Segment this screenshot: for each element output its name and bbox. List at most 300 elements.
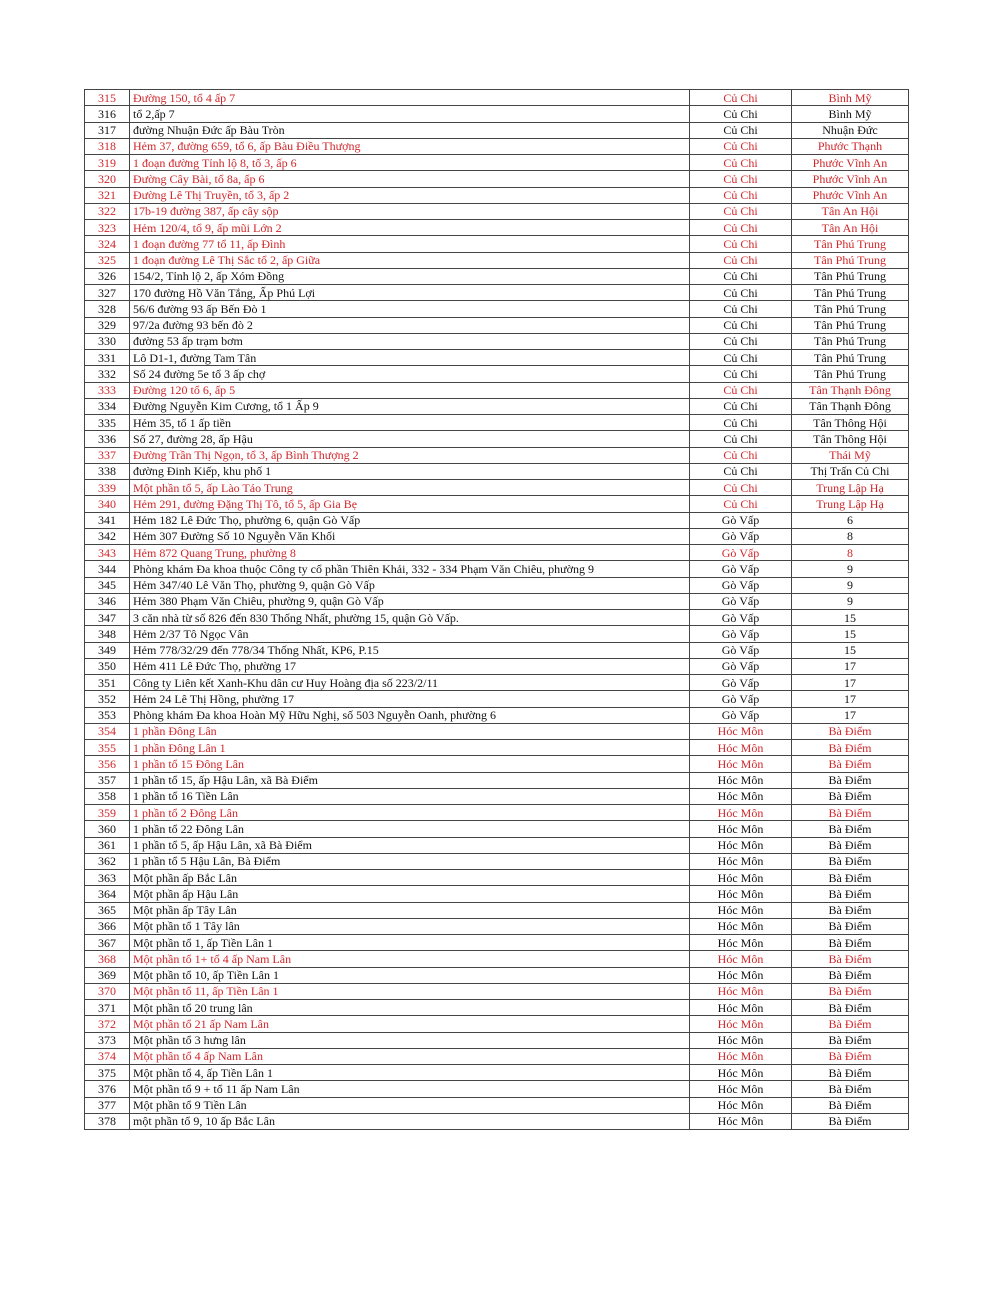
district-cell: Củ Chi xyxy=(690,496,792,512)
table-body xyxy=(85,90,909,1130)
district-cell: Củ Chi xyxy=(690,138,792,154)
district-cell: Gò Vấp xyxy=(690,691,792,707)
district-cell: Gò Vấp xyxy=(690,675,792,691)
district-cell: Hóc Môn xyxy=(690,772,792,788)
table-row xyxy=(85,1065,909,1081)
ward-cell: Bà Điểm xyxy=(792,886,909,902)
table-row xyxy=(85,1097,909,1113)
row-number-cell: 365 xyxy=(85,902,130,918)
row-number-cell: 358 xyxy=(85,788,130,804)
table-row xyxy=(85,983,909,999)
district-cell: Hóc Môn xyxy=(690,1000,792,1016)
table-row xyxy=(85,610,909,626)
address-cell: Một phần tổ 1, ấp Tiền Lân 1 xyxy=(130,935,690,951)
address-cell: Một phần tổ 4 ấp Nam Lân xyxy=(130,1048,690,1064)
row-number-cell: 316 xyxy=(85,106,130,122)
row-number-cell: 315 xyxy=(85,90,130,106)
ward-cell: Bà Điểm xyxy=(792,772,909,788)
ward-cell: Bình Mỹ xyxy=(792,90,909,106)
ward-cell: Bà Điểm xyxy=(792,1032,909,1048)
table-row xyxy=(85,788,909,804)
district-cell: Củ Chi xyxy=(690,415,792,431)
ward-cell: 8 xyxy=(792,545,909,561)
district-cell: Hóc Môn xyxy=(690,1065,792,1081)
address-cell: Hẻm 291, đường Đặng Thị Tô, tổ 5, ấp Gia Bẹ xyxy=(130,496,690,512)
ward-cell: Bà Điểm xyxy=(792,1113,909,1129)
address-cell: Đường Lê Thị Truyền, tổ 3, ấp 2 xyxy=(130,187,690,203)
row-number-cell: 370 xyxy=(85,983,130,999)
table-row xyxy=(85,951,909,967)
row-number-cell: 367 xyxy=(85,935,130,951)
district-cell: Hóc Môn xyxy=(690,788,792,804)
row-number-cell: 340 xyxy=(85,496,130,512)
address-cell: Hẻm 778/32/29 đến 778/34 Thống Nhất, KP6, P.15 xyxy=(130,642,690,658)
table-row xyxy=(85,1113,909,1129)
address-cell: 56/6 đường 93 ấp Bến Đò 1 xyxy=(130,301,690,317)
ward-cell: Bà Điểm xyxy=(792,951,909,967)
ward-cell: Bà Điểm xyxy=(792,1048,909,1064)
district-cell: Gò Vấp xyxy=(690,545,792,561)
address-cell: 154/2, Tỉnh lộ 2, ấp Xóm Đồng xyxy=(130,268,690,284)
district-cell: Hóc Môn xyxy=(690,1081,792,1097)
district-cell: Hóc Môn xyxy=(690,837,792,853)
district-cell: Củ Chi xyxy=(690,268,792,284)
table-row xyxy=(85,350,909,366)
ward-cell: Bà Điểm xyxy=(792,821,909,837)
district-cell: Củ Chi xyxy=(690,122,792,138)
row-number-cell: 352 xyxy=(85,691,130,707)
address-cell: đường 53 ấp trạm bơm xyxy=(130,333,690,349)
district-cell: Củ Chi xyxy=(690,301,792,317)
district-cell: Gò Vấp xyxy=(690,642,792,658)
address-cell: 1 phần tổ 15, ấp Hậu Lân, xã Bà Điểm xyxy=(130,772,690,788)
address-cell: Hẻm 307 Đường Số 10 Nguyễn Văn Khối xyxy=(130,528,690,544)
address-cell: Một phần tổ 1+ tổ 4 ấp Nam Lân xyxy=(130,951,690,967)
address-cell: đường Nhuận Đức ấp Bàu Tròn xyxy=(130,122,690,138)
district-cell: Củ Chi xyxy=(690,398,792,414)
address-cell: Một phần tổ 5, ấp Lào Táo Trung xyxy=(130,480,690,496)
district-cell: Hóc Môn xyxy=(690,983,792,999)
district-cell: Hóc Môn xyxy=(690,1113,792,1129)
address-cell: Hẻm 2/37 Tô Ngọc Vân xyxy=(130,626,690,642)
district-cell: Hóc Môn xyxy=(690,870,792,886)
district-cell: Củ Chi xyxy=(690,333,792,349)
address-cell: tổ 2,ấp 7 xyxy=(130,106,690,122)
ward-cell: Bà Điểm xyxy=(792,1081,909,1097)
table-row xyxy=(85,252,909,268)
row-number-cell: 330 xyxy=(85,333,130,349)
district-cell: Hóc Môn xyxy=(690,1016,792,1032)
ward-cell: Tân Phú Trung xyxy=(792,333,909,349)
table-row xyxy=(85,382,909,398)
ward-cell: 17 xyxy=(792,675,909,691)
row-number-cell: 322 xyxy=(85,203,130,219)
row-number-cell: 345 xyxy=(85,577,130,593)
ward-cell: Bà Điểm xyxy=(792,1016,909,1032)
district-cell: Củ Chi xyxy=(690,382,792,398)
table-row xyxy=(85,707,909,723)
table-row xyxy=(85,902,909,918)
address-cell: 1 phần tổ 2 Đông Lân xyxy=(130,805,690,821)
district-cell: Gò Vấp xyxy=(690,707,792,723)
address-cell: Đường Nguyễn Kim Cương, tổ 1 Ấp 9 xyxy=(130,398,690,414)
row-number-cell: 375 xyxy=(85,1065,130,1081)
table-row xyxy=(85,740,909,756)
row-number-cell: 343 xyxy=(85,545,130,561)
row-number-cell: 317 xyxy=(85,122,130,138)
table-row xyxy=(85,1016,909,1032)
ward-cell: Tân Phú Trung xyxy=(792,350,909,366)
address-cell: 1 phần tổ 15 Đông Lân xyxy=(130,756,690,772)
ward-cell: Bà Điểm xyxy=(792,967,909,983)
row-number-cell: 335 xyxy=(85,415,130,431)
address-cell: Lô D1-1, đường Tam Tân xyxy=(130,350,690,366)
ward-cell: Tân Phú Trung xyxy=(792,366,909,382)
table-row xyxy=(85,203,909,219)
district-cell: Hóc Môn xyxy=(690,805,792,821)
ward-cell: Bà Điểm xyxy=(792,918,909,934)
district-cell: Hóc Môn xyxy=(690,1032,792,1048)
district-cell: Củ Chi xyxy=(690,252,792,268)
address-cell: 1 phần tổ 22 Đông Lân xyxy=(130,821,690,837)
table-row xyxy=(85,870,909,886)
row-number-cell: 364 xyxy=(85,886,130,902)
table-row xyxy=(85,171,909,187)
district-cell: Gò Vấp xyxy=(690,610,792,626)
ward-cell: Bà Điểm xyxy=(792,756,909,772)
row-number-cell: 366 xyxy=(85,918,130,934)
row-number-cell: 357 xyxy=(85,772,130,788)
ward-cell: 17 xyxy=(792,658,909,674)
ward-cell: Phước Vĩnh An xyxy=(792,171,909,187)
district-cell: Gò Vấp xyxy=(690,593,792,609)
ward-cell: Bà Điểm xyxy=(792,870,909,886)
district-cell: Hóc Môn xyxy=(690,756,792,772)
table-row xyxy=(85,675,909,691)
row-number-cell: 359 xyxy=(85,805,130,821)
row-number-cell: 349 xyxy=(85,642,130,658)
district-cell: Gò Vấp xyxy=(690,561,792,577)
table-row xyxy=(85,561,909,577)
row-number-cell: 336 xyxy=(85,431,130,447)
row-number-cell: 328 xyxy=(85,301,130,317)
table-row xyxy=(85,512,909,528)
address-cell: Công ty Liên kết Xanh-Khu dân cư Huy Hoàng địa số 223/2/11 xyxy=(130,675,690,691)
ward-cell: Bà Điểm xyxy=(792,1065,909,1081)
district-cell: Hóc Môn xyxy=(690,935,792,951)
table-row xyxy=(85,333,909,349)
row-number-cell: 351 xyxy=(85,675,130,691)
ward-cell: Phước Thạnh xyxy=(792,138,909,154)
row-number-cell: 369 xyxy=(85,967,130,983)
table-row xyxy=(85,398,909,414)
row-number-cell: 319 xyxy=(85,155,130,171)
district-cell: Gò Vấp xyxy=(690,626,792,642)
row-number-cell: 323 xyxy=(85,220,130,236)
district-cell: Củ Chi xyxy=(690,187,792,203)
ward-cell: 15 xyxy=(792,626,909,642)
address-cell: 170 đường Hồ Văn Tắng, Ấp Phú Lợi xyxy=(130,285,690,301)
ward-cell: Trung Lập Hạ xyxy=(792,496,909,512)
district-cell: Hóc Môn xyxy=(690,886,792,902)
table-row xyxy=(85,593,909,609)
row-number-cell: 327 xyxy=(85,285,130,301)
address-cell: Phòng khám Đa khoa thuộc Công ty cổ phần Thiên Khải, 332 - 334 Phạm Văn Chiêu, phường 9 xyxy=(130,561,690,577)
table-row xyxy=(85,236,909,252)
district-cell: Củ Chi xyxy=(690,236,792,252)
row-number-cell: 342 xyxy=(85,528,130,544)
row-number-cell: 374 xyxy=(85,1048,130,1064)
address-cell: Một phần tổ 9 + tổ 11 ấp Nam Lân xyxy=(130,1081,690,1097)
table-row xyxy=(85,805,909,821)
address-cell: đường Đinh Kiếp, khu phố 1 xyxy=(130,463,690,479)
lockdown-area-table xyxy=(84,89,909,1130)
row-number-cell: 350 xyxy=(85,658,130,674)
row-number-cell: 353 xyxy=(85,707,130,723)
district-cell: Củ Chi xyxy=(690,317,792,333)
table-row xyxy=(85,431,909,447)
ward-cell: 6 xyxy=(792,512,909,528)
ward-cell: Bà Điểm xyxy=(792,935,909,951)
row-number-cell: 361 xyxy=(85,837,130,853)
table-row xyxy=(85,918,909,934)
address-cell: Một phần tổ 4, ấp Tiền Lân 1 xyxy=(130,1065,690,1081)
ward-cell: Tân Thông Hội xyxy=(792,431,909,447)
table-row xyxy=(85,528,909,544)
ward-cell: 9 xyxy=(792,561,909,577)
ward-cell: Bà Điểm xyxy=(792,902,909,918)
address-cell: 1 đoạn đường Lê Thị Sắc tổ 2, ấp Giữa xyxy=(130,252,690,268)
address-cell: Một phần ấp Hậu Lân xyxy=(130,886,690,902)
district-cell: Hóc Môn xyxy=(690,1097,792,1113)
district-cell: Củ Chi xyxy=(690,220,792,236)
ward-cell: Bà Điểm xyxy=(792,853,909,869)
address-cell: Đường Cây Bài, tổ 8a, ấp 6 xyxy=(130,171,690,187)
district-cell: Hóc Môn xyxy=(690,821,792,837)
table-row xyxy=(85,317,909,333)
address-cell: Một phần ấp Bắc Lân xyxy=(130,870,690,886)
table-row xyxy=(85,821,909,837)
address-cell: 1 phần tổ 5, ấp Hậu Lân, xã Bà Điểm xyxy=(130,837,690,853)
address-cell: Đường Trần Thị Ngọn, tổ 3, ấp Bình Thượng 2 xyxy=(130,447,690,463)
address-cell: Số 27, đường 28, ấp Hậu xyxy=(130,431,690,447)
ward-cell: Tân An Hội xyxy=(792,220,909,236)
row-number-cell: 338 xyxy=(85,463,130,479)
district-cell: Hóc Môn xyxy=(690,723,792,739)
ward-cell: Tân Phú Trung xyxy=(792,236,909,252)
district-cell: Củ Chi xyxy=(690,350,792,366)
district-cell: Củ Chi xyxy=(690,463,792,479)
address-cell: Hẻm 411 Lê Đức Thọ, phường 17 xyxy=(130,658,690,674)
table-row xyxy=(85,545,909,561)
ward-cell: 9 xyxy=(792,593,909,609)
row-number-cell: 372 xyxy=(85,1016,130,1032)
ward-cell: Bà Điểm xyxy=(792,788,909,804)
row-number-cell: 356 xyxy=(85,756,130,772)
row-number-cell: 337 xyxy=(85,447,130,463)
ward-cell: Bình Mỹ xyxy=(792,106,909,122)
row-number-cell: 363 xyxy=(85,870,130,886)
table-row xyxy=(85,1000,909,1016)
district-cell: Hóc Môn xyxy=(690,951,792,967)
address-cell: Một phần tổ 10, ấp Tiền Lân 1 xyxy=(130,967,690,983)
district-cell: Gò Vấp xyxy=(690,512,792,528)
address-cell: Phòng khám Đa khoa Hoàn Mỹ Hữu Nghị, số 503 Nguyễn Oanh, phường 6 xyxy=(130,707,690,723)
row-number-cell: 333 xyxy=(85,382,130,398)
row-number-cell: 371 xyxy=(85,1000,130,1016)
row-number-cell: 332 xyxy=(85,366,130,382)
table-row xyxy=(85,268,909,284)
address-cell: Hẻm 380 Phạm Văn Chiêu, phường 9, quận Gò Vấp xyxy=(130,593,690,609)
table-row xyxy=(85,480,909,496)
table-row xyxy=(85,756,909,772)
row-number-cell: 368 xyxy=(85,951,130,967)
ward-cell: 15 xyxy=(792,642,909,658)
ward-cell: Bà Điểm xyxy=(792,723,909,739)
district-cell: Hóc Môn xyxy=(690,918,792,934)
ward-cell: Bà Điểm xyxy=(792,983,909,999)
row-number-cell: 355 xyxy=(85,740,130,756)
ward-cell: 8 xyxy=(792,528,909,544)
address-cell: Hẻm 24 Lê Thị Hồng, phường 17 xyxy=(130,691,690,707)
table-row xyxy=(85,415,909,431)
address-cell: Hẻm 120/4, tổ 9, ấp mũi Lớn 2 xyxy=(130,220,690,236)
address-cell: Một phần tổ 1 Tây lân xyxy=(130,918,690,934)
table-row xyxy=(85,366,909,382)
row-number-cell: 334 xyxy=(85,398,130,414)
ward-cell: Tân Phú Trung xyxy=(792,301,909,317)
table-row xyxy=(85,658,909,674)
district-cell: Củ Chi xyxy=(690,155,792,171)
table-row xyxy=(85,577,909,593)
district-cell: Gò Vấp xyxy=(690,577,792,593)
table-row xyxy=(85,642,909,658)
row-number-cell: 320 xyxy=(85,171,130,187)
address-cell: 1 phần tổ 5 Hậu Lân, Bà Điểm xyxy=(130,853,690,869)
row-number-cell: 318 xyxy=(85,138,130,154)
address-cell: một phần tổ 9, 10 ấp Bắc Lân xyxy=(130,1113,690,1129)
ward-cell: Tân Thạnh Đông xyxy=(792,398,909,414)
ward-cell: Tân Phú Trung xyxy=(792,268,909,284)
address-cell: 1 phần tổ 16 Tiền Lân xyxy=(130,788,690,804)
address-cell: Một phần tổ 3 hưng lân xyxy=(130,1032,690,1048)
ward-cell: 17 xyxy=(792,691,909,707)
table-row xyxy=(85,967,909,983)
address-cell: Một phần tổ 21 ấp Nam Lân xyxy=(130,1016,690,1032)
table-row xyxy=(85,90,909,106)
table-row xyxy=(85,285,909,301)
address-cell: Một phần tổ 9 Tiền Lân xyxy=(130,1097,690,1113)
row-number-cell: 329 xyxy=(85,317,130,333)
ward-cell: Bà Điểm xyxy=(792,740,909,756)
table-row xyxy=(85,1032,909,1048)
district-cell: Củ Chi xyxy=(690,203,792,219)
address-cell: 97/2a đường 93 bến đò 2 xyxy=(130,317,690,333)
ward-cell: Thị Trấn Củ Chi xyxy=(792,463,909,479)
address-cell: Hẻm 872 Quang Trung, phường 8 xyxy=(130,545,690,561)
address-cell: Đường 120 tổ 6, ấp 5 xyxy=(130,382,690,398)
address-cell: 1 đoạn đường Tỉnh lộ 8, tổ 3, ấp 6 xyxy=(130,155,690,171)
district-cell: Củ Chi xyxy=(690,171,792,187)
ward-cell: 15 xyxy=(792,610,909,626)
ward-cell: 9 xyxy=(792,577,909,593)
ward-cell: Bà Điểm xyxy=(792,805,909,821)
ward-cell: Bà Điểm xyxy=(792,1097,909,1113)
row-number-cell: 373 xyxy=(85,1032,130,1048)
district-cell: Củ Chi xyxy=(690,285,792,301)
district-cell: Hóc Môn xyxy=(690,853,792,869)
district-cell: Củ Chi xyxy=(690,447,792,463)
table-row xyxy=(85,463,909,479)
row-number-cell: 377 xyxy=(85,1097,130,1113)
table-row xyxy=(85,886,909,902)
ward-cell: Phước Vĩnh An xyxy=(792,187,909,203)
district-cell: Hóc Môn xyxy=(690,740,792,756)
ward-cell: Phước Vĩnh An xyxy=(792,155,909,171)
ward-cell: 17 xyxy=(792,707,909,723)
row-number-cell: 341 xyxy=(85,512,130,528)
district-cell: Hóc Môn xyxy=(690,902,792,918)
ward-cell: Trung Lập Hạ xyxy=(792,480,909,496)
address-cell: Hẻm 347/40 Lê Văn Thọ, phường 9, quận Gò Vấp xyxy=(130,577,690,593)
row-number-cell: 347 xyxy=(85,610,130,626)
row-number-cell: 360 xyxy=(85,821,130,837)
row-number-cell: 339 xyxy=(85,480,130,496)
district-cell: Hóc Môn xyxy=(690,1048,792,1064)
row-number-cell: 325 xyxy=(85,252,130,268)
district-cell: Hóc Môn xyxy=(690,967,792,983)
address-cell: 3 căn nhà từ số 826 đến 830 Thống Nhất, phường 15, quận Gò Vấp. xyxy=(130,610,690,626)
row-number-cell: 344 xyxy=(85,561,130,577)
address-cell: Một phần tổ 11, ấp Tiền Lân 1 xyxy=(130,983,690,999)
address-cell: Hẻm 37, đường 659, tổ 6, ấp Bàu Điều Thượng xyxy=(130,138,690,154)
ward-cell: Thái Mỹ xyxy=(792,447,909,463)
ward-cell: Bà Điểm xyxy=(792,837,909,853)
ward-cell: Tân Thông Hội xyxy=(792,415,909,431)
address-cell: Hẻm 35, tổ 1 ấp tiền xyxy=(130,415,690,431)
district-cell: Củ Chi xyxy=(690,90,792,106)
address-cell: Đường 150, tổ 4 ấp 7 xyxy=(130,90,690,106)
address-cell: 1 đoạn đường 77 tổ 11, ấp Đình xyxy=(130,236,690,252)
row-number-cell: 362 xyxy=(85,853,130,869)
address-cell: 17b-19 đường 387, ấp cây sộp xyxy=(130,203,690,219)
ward-cell: Tân Phú Trung xyxy=(792,252,909,268)
row-number-cell: 346 xyxy=(85,593,130,609)
address-cell: 1 phần Đông Lân xyxy=(130,723,690,739)
row-number-cell: 354 xyxy=(85,723,130,739)
row-number-cell: 348 xyxy=(85,626,130,642)
row-number-cell: 326 xyxy=(85,268,130,284)
table-row xyxy=(85,122,909,138)
table-row xyxy=(85,626,909,642)
table-row xyxy=(85,837,909,853)
ward-cell: Nhuận Đức xyxy=(792,122,909,138)
table-row xyxy=(85,691,909,707)
row-number-cell: 376 xyxy=(85,1081,130,1097)
district-cell: Củ Chi xyxy=(690,366,792,382)
address-cell: Số 24 đường 5e tổ 3 ấp chợ xyxy=(130,366,690,382)
district-cell: Gò Vấp xyxy=(690,658,792,674)
address-cell: 1 phần Đông Lân 1 xyxy=(130,740,690,756)
table-row xyxy=(85,187,909,203)
row-number-cell: 321 xyxy=(85,187,130,203)
table-row xyxy=(85,772,909,788)
table-row xyxy=(85,106,909,122)
district-cell: Củ Chi xyxy=(690,431,792,447)
address-cell: Một phần ấp Tây Lân xyxy=(130,902,690,918)
ward-cell: Tân Phú Trung xyxy=(792,285,909,301)
address-cell: Một phần tổ 20 trung lân xyxy=(130,1000,690,1016)
